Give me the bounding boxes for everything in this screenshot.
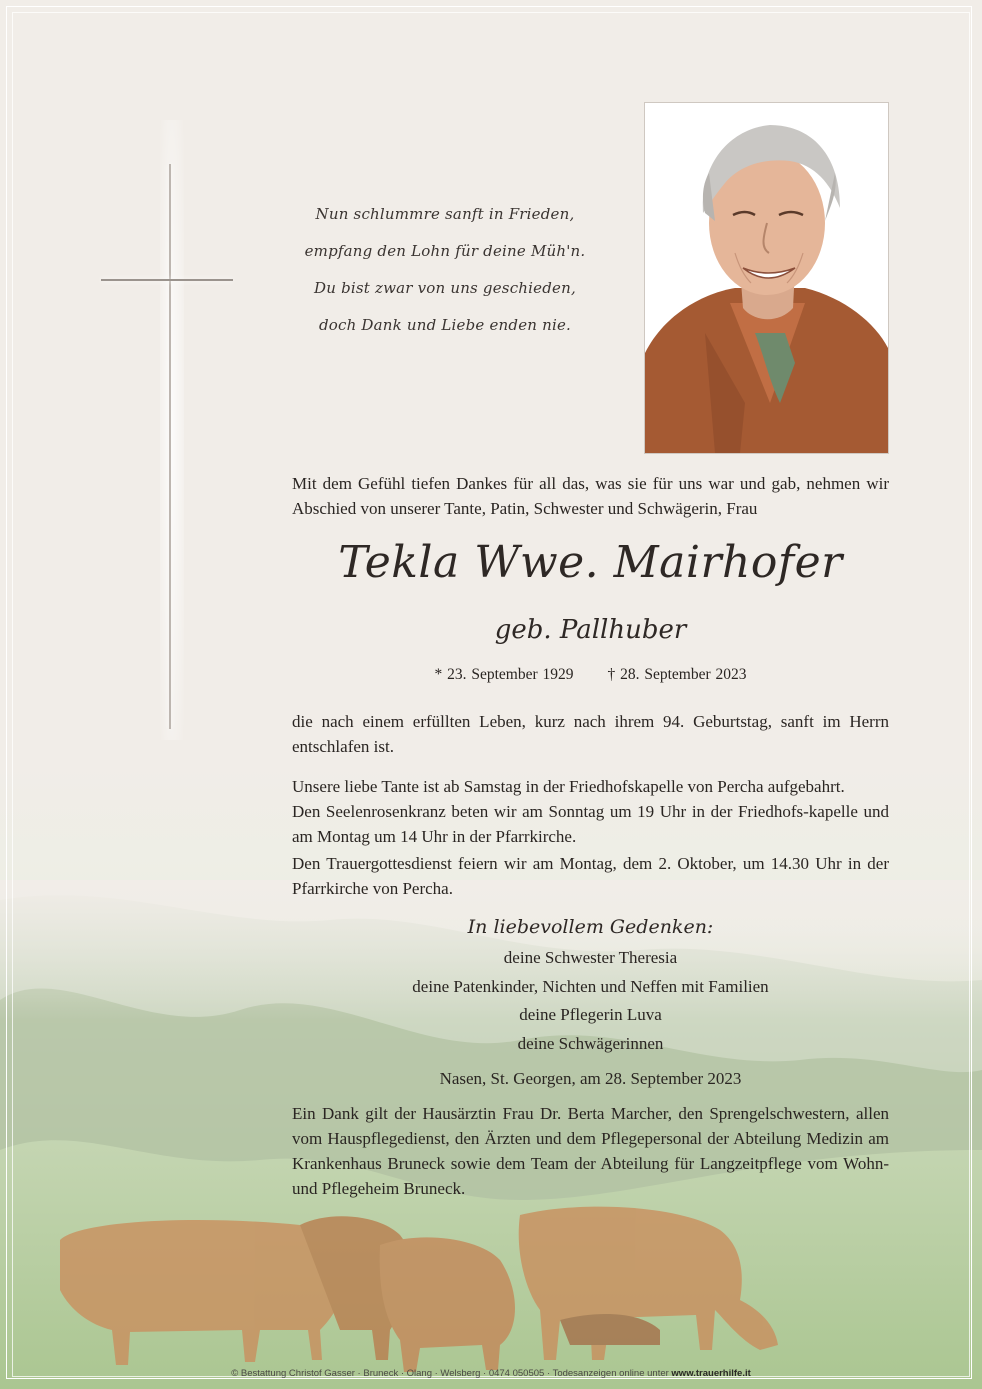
footer-text: © Bestattung Christof Gasser · Bruneck · Olang · Welsberg · 0474 050505 · Todesanzeigen online unter: [231, 1368, 672, 1379]
mourner-item: deine Schwester Theresia: [503, 948, 678, 967]
birth-date: * 23. September 1929: [434, 666, 574, 683]
cross-horizontal-beam: [101, 279, 233, 281]
rosary-text: Den Seelenrosenkranz beten wir am Sonntag um 19 Uhr in der Friedhofs-kapelle und am Montag um 14 Uhr in der Pfarrkirche.: [292, 802, 889, 846]
portrait-photo: [644, 102, 889, 454]
portrait-illustration: [645, 103, 888, 453]
verse-line: Du bist zwar von uns geschieden,: [314, 279, 576, 297]
verse-line: doch Dank und Liebe enden nie.: [318, 316, 572, 334]
footer-website-link[interactable]: www.trauerhilfe.it: [671, 1368, 751, 1379]
passing-text: die nach einem erfüllten Leben, kurz nach ihrem 94. Geburtstag, sanft im Herrn entschlafen ist.: [292, 712, 889, 756]
thanks-text: Ein Dank gilt der Hausärztin Frau Dr. Berta Marcher, den Sprengelschwestern, allen vom Hauspflegedienst, den Ärzten und dem Pflegepersonal der Abteilung Medizin am Krankenhaus Bruneck sowie dem Team der Abteilung für Langzeitpflege vom Wohn- und Pflegeheim Bruneck.: [292, 1104, 889, 1198]
memorial-verse: [285, 196, 605, 344]
death-date: † 28. September 2023: [607, 666, 747, 683]
life-dates: [292, 664, 889, 686]
mourner-item: deine Pflegerin Luva: [519, 1005, 662, 1024]
mourners-list: [292, 944, 889, 1058]
laying-out-text: Unsere liebe Tante ist ab Samstag in der Friedhofskapelle von Percha aufgebahrt.: [292, 777, 845, 796]
remembrance-heading: In liebevollem Gedenken:: [467, 916, 714, 938]
mourner-item: deine Patenkinder, Nichten und Neffen mit Familien: [412, 976, 769, 996]
deceased-name: Tekla Wwe. Mairhofer: [338, 537, 843, 588]
verse-line: Nun schlummre sanft in Frieden,: [315, 205, 575, 223]
birth-name: geb. Pallhuber: [494, 615, 687, 645]
cross-vertical-beam: [169, 164, 171, 729]
intro-text: Mit dem Gefühl tiefen Dankes für all das, was sie für uns war und gab, nehmen wir Abschied von unserer Tante, Patin, Schwester und Schwägerin, Frau: [292, 474, 889, 518]
cross-glow: [160, 120, 184, 740]
funeral-mass-text: Den Trauergottesdienst feiern wir am Montag, dem 2. Oktober, um 14.30 Uhr in der Pfarrkirche von Percha.: [292, 854, 889, 898]
place-and-date: Nasen, St. Georgen, am 28. September 2023: [439, 1069, 742, 1088]
verse-line: empfang den Lohn für deine Müh'n.: [304, 242, 586, 260]
footer: [0, 1368, 982, 1379]
mourner-item: deine Schwägerinnen: [517, 1033, 664, 1053]
